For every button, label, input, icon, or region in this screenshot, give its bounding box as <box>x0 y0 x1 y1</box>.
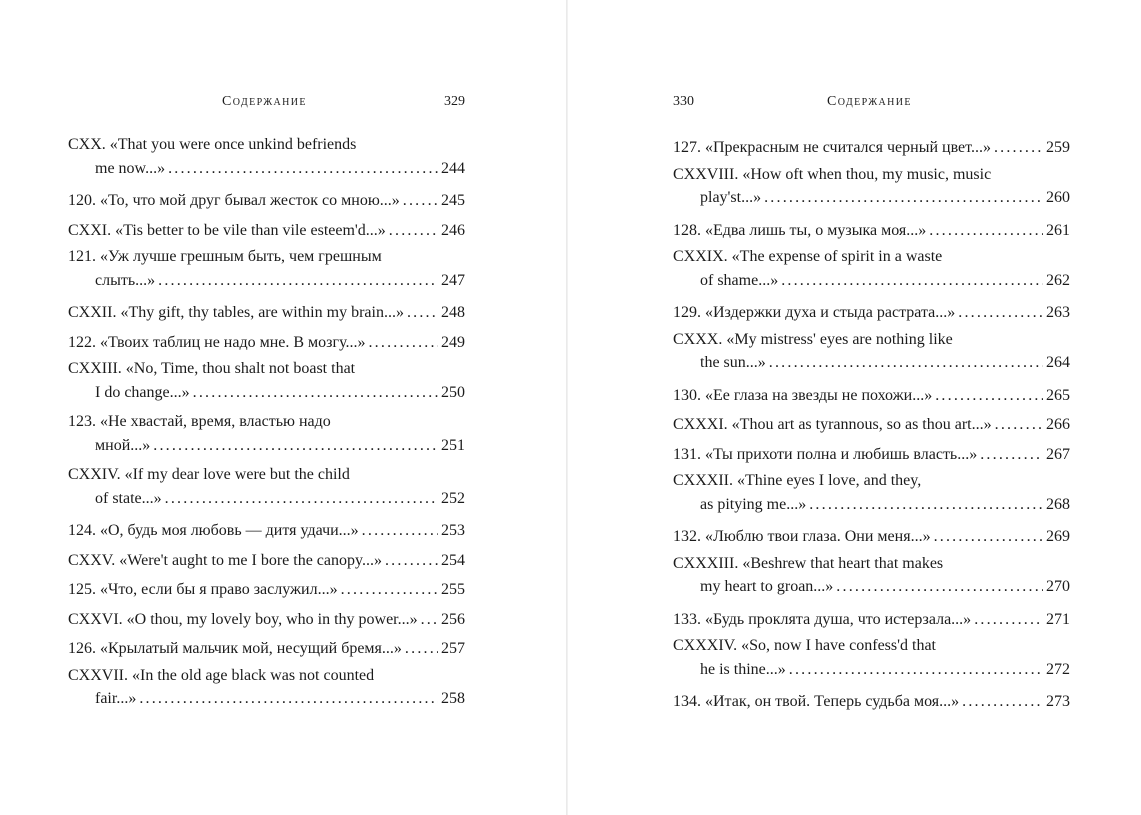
toc-entry <box>68 216 465 246</box>
toc-entry-title: CXXXIII. «Beshrew that heart that makes <box>673 554 944 572</box>
toc-entry-page: 253 <box>441 522 465 540</box>
table-of-contents <box>673 133 1070 717</box>
dot-leader <box>934 522 1043 552</box>
toc-entry <box>673 133 1070 163</box>
left-page <box>0 0 566 815</box>
toc-entry-line <box>673 133 1070 163</box>
dot-leader <box>995 410 1043 440</box>
toc-entry-page: 273 <box>1046 693 1070 711</box>
toc-entry-line <box>673 381 1070 411</box>
toc-entry-title: 122. «Твоих таблиц не надо мне. В мозгу...» <box>68 333 366 351</box>
toc-entry-title: my heart to groan...» <box>700 578 834 596</box>
toc-entry <box>68 245 465 292</box>
toc-entry-page: 259 <box>1046 139 1070 156</box>
toc-entry <box>68 463 465 510</box>
toc-entry-title: as pitying me...» <box>700 495 807 513</box>
toc-entry-line <box>68 357 465 381</box>
toc-entry-line <box>673 552 1070 576</box>
toc-entry-page: 244 <box>441 159 465 177</box>
toc-entry <box>673 634 1070 681</box>
toc-entry-page: 245 <box>441 192 465 210</box>
toc-entry <box>68 357 465 404</box>
toc-entry-title: fair...» <box>95 690 137 708</box>
toc-entry-line <box>68 245 465 269</box>
toc-entry <box>68 328 465 358</box>
toc-entry-line <box>68 269 465 293</box>
toc-entry-title: CXXIV. «If my dear love were but the child <box>68 466 350 484</box>
dot-leader <box>341 575 438 605</box>
dot-leader <box>139 687 438 711</box>
toc-entry-title: CXXV. «Were't aught to me I bore the canopy...» <box>68 551 382 569</box>
running-head <box>673 92 1070 112</box>
toc-entry-title: 123. «Не хвастай, время, властью надо <box>68 413 331 431</box>
toc-entry-page: 269 <box>1046 528 1070 546</box>
toc-entry-title: CXXII. «Thy gift, thy tables, are within my brain...» <box>68 304 404 322</box>
toc-entry <box>673 410 1070 440</box>
toc-entry-line <box>673 298 1070 328</box>
toc-entry <box>673 328 1070 375</box>
dot-leader <box>421 605 438 635</box>
dot-leader <box>385 546 438 576</box>
toc-entry <box>68 516 465 546</box>
toc-entry-line <box>68 434 465 458</box>
toc-entry <box>68 605 465 635</box>
toc-entry <box>68 298 465 328</box>
toc-entry-page: 268 <box>1046 495 1070 513</box>
toc-entry-page: 263 <box>1046 304 1070 322</box>
toc-entry-page: 246 <box>441 221 465 239</box>
toc-entry <box>68 634 465 664</box>
dot-leader <box>368 328 438 358</box>
toc-entry-page: 255 <box>441 581 465 599</box>
dot-leader <box>974 605 1043 635</box>
toc-entry-line <box>68 328 465 358</box>
toc-entry-page: 254 <box>441 551 465 569</box>
toc-entry-line <box>673 522 1070 552</box>
toc-entry-line <box>68 463 465 487</box>
toc-entry-page: 250 <box>441 383 465 401</box>
toc-entry-title: 120. «То, что мой друг бывал жесток со мною...» <box>68 192 400 210</box>
toc-entry-page: 266 <box>1046 416 1070 434</box>
toc-entry <box>673 163 1070 210</box>
toc-entry <box>673 216 1070 246</box>
toc-entry-title: 130. «Ее глаза на звезды не похожи...» <box>673 386 933 404</box>
toc-entry-title: I do change...» <box>95 383 190 401</box>
toc-entry-line <box>673 410 1070 440</box>
toc-entry-line <box>673 687 1070 717</box>
toc-entry-page: 256 <box>441 610 465 628</box>
toc-entry-title: CXXX. «My mistress' eyes are nothing like <box>673 330 953 348</box>
toc-entry-title: 132. «Люблю твои глаза. Они меня...» <box>673 528 931 546</box>
toc-entry-page: 272 <box>1046 660 1070 678</box>
dot-leader <box>994 133 1043 163</box>
toc-entry-page: 249 <box>441 333 465 351</box>
toc-entry-line <box>68 634 465 664</box>
toc-entry-line <box>673 634 1070 658</box>
toc-entry-line <box>68 546 465 576</box>
dot-leader <box>935 381 1043 411</box>
toc-entry <box>673 552 1070 599</box>
toc-entry-title: the sun...» <box>700 354 766 372</box>
page-number: 329 <box>444 94 465 109</box>
toc-entry-line <box>673 163 1070 187</box>
toc-entry-title: слыть...» <box>95 271 156 289</box>
toc-entry-page: 267 <box>1046 445 1070 463</box>
toc-entry-page: 260 <box>1046 189 1070 207</box>
toc-entry-page: 270 <box>1046 578 1070 596</box>
dot-leader <box>405 634 438 664</box>
dot-leader <box>789 658 1043 682</box>
table-of-contents <box>68 133 465 717</box>
toc-entry <box>673 605 1070 635</box>
toc-entry-title: 131. «Ты прихоти полна и любишь власть...» <box>673 445 978 463</box>
toc-entry-page: 262 <box>1046 271 1070 289</box>
dot-leader <box>168 157 438 181</box>
toc-entry <box>68 186 465 216</box>
toc-entry-line <box>68 157 465 181</box>
dot-leader <box>809 493 1043 517</box>
toc-entry-line <box>68 575 465 605</box>
toc-entry <box>673 245 1070 292</box>
toc-entry-title: CXXXIV. «So, now I have confess'd that <box>673 637 936 655</box>
dot-leader <box>407 298 438 328</box>
toc-entry-line <box>68 410 465 434</box>
toc-entry-title: of shame...» <box>700 271 779 289</box>
toc-entry-title: CXXIII. «No, Time, thou shalt not boast that <box>68 360 356 378</box>
toc-entry-line <box>68 216 465 246</box>
toc-entry <box>68 546 465 576</box>
toc-entry-title: CXXXI. «Thou art as tyrannous, so as thou art...» <box>673 416 992 434</box>
dot-leader <box>836 575 1043 599</box>
right-page <box>568 0 1141 815</box>
toc-entry <box>673 381 1070 411</box>
toc-entry-page: 271 <box>1046 610 1070 628</box>
toc-entry-title: he is thine...» <box>700 660 786 678</box>
toc-entry-page: 265 <box>1046 386 1070 404</box>
dot-leader <box>158 269 438 293</box>
toc-entry-page: 251 <box>441 436 465 454</box>
toc-entry-title: CXXVIII. «How oft when thou, my music, music <box>673 165 992 183</box>
page-number: 330 <box>673 94 694 109</box>
toc-entry-title: CXX. «That you were once unkind befriends <box>68 136 357 153</box>
toc-entry-line <box>68 605 465 635</box>
toc-entry-title: 121. «Уж лучше грешным быть, чем грешным <box>68 248 382 266</box>
toc-entry-line <box>673 269 1070 293</box>
dot-leader <box>403 186 438 216</box>
toc-entry-line <box>673 605 1070 635</box>
toc-entry-title: 133. «Будь проклята душа, что истерзала...» <box>673 610 972 628</box>
toc-entry-line <box>673 186 1070 210</box>
toc-entry-line <box>673 245 1070 269</box>
toc-entry-title: 126. «Крылатый мальчик мой, несущий бремя...» <box>68 640 402 658</box>
toc-entry-line <box>68 664 465 688</box>
toc-entry-line <box>673 493 1070 517</box>
toc-entry-line <box>673 328 1070 352</box>
toc-entry <box>673 687 1070 717</box>
dot-leader <box>929 216 1043 246</box>
dot-leader <box>781 269 1043 293</box>
toc-entry-title: 129. «Издержки духа и стыда растрата...» <box>673 304 956 322</box>
toc-entry-page: 261 <box>1046 221 1070 239</box>
toc-entry-line <box>68 381 465 405</box>
toc-entry-title: CXXVI. «O thou, my lovely boy, who in thy power...» <box>68 610 418 628</box>
dot-leader <box>153 434 438 458</box>
toc-entry-title: CXXVII. «In the old age black was not counted <box>68 666 375 684</box>
toc-entry-page: 264 <box>1046 354 1070 372</box>
toc-entry-line <box>68 687 465 711</box>
toc-entry-title: 127. «Прекрасным не считался черный цвет...» <box>673 139 991 156</box>
dot-leader <box>958 298 1043 328</box>
toc-entry-page: 252 <box>441 489 465 507</box>
toc-entry-title: play'st...» <box>700 189 762 207</box>
toc-entry <box>68 410 465 457</box>
toc-entry <box>673 522 1070 552</box>
toc-entry-line <box>68 133 465 157</box>
toc-entry-line <box>68 298 465 328</box>
toc-entry-title: of state...» <box>95 489 162 507</box>
toc-entry-line <box>673 440 1070 470</box>
dot-leader <box>389 216 438 246</box>
running-head-title: Содержание <box>222 94 307 109</box>
toc-entry-line <box>673 351 1070 375</box>
toc-entry-line <box>68 516 465 546</box>
toc-entry-title: 128. «Едва лишь ты, о музыка моя...» <box>673 221 927 239</box>
toc-entry <box>68 575 465 605</box>
toc-entry <box>68 133 465 180</box>
dot-leader <box>980 440 1043 470</box>
toc-entry-line <box>673 658 1070 682</box>
toc-entry-title: me now...» <box>95 159 166 177</box>
toc-entry-title: 124. «О, будь моя любовь — дитя удачи...» <box>68 522 359 540</box>
dot-leader <box>962 687 1043 717</box>
toc-entry-line <box>673 575 1070 599</box>
running-head-title: Содержание <box>827 94 912 109</box>
toc-entry-line <box>68 487 465 511</box>
toc-entry-line <box>673 469 1070 493</box>
toc-entry <box>68 664 465 711</box>
running-head <box>68 92 465 112</box>
dot-leader <box>769 351 1043 375</box>
toc-entry-page: 258 <box>441 690 465 708</box>
toc-entry-title: CXXXII. «Thine eyes I love, and they, <box>673 472 922 490</box>
dot-leader <box>165 487 438 511</box>
toc-entry <box>673 440 1070 470</box>
toc-entry-line <box>673 216 1070 246</box>
toc-entry-title: 125. «Что, если бы я право заслужил...» <box>68 581 338 599</box>
toc-entry <box>673 298 1070 328</box>
toc-entry-title: мной...» <box>95 436 151 454</box>
toc-entry <box>673 469 1070 516</box>
toc-entry-title: 134. «Итак, он твой. Теперь судьба моя...» <box>673 693 960 711</box>
toc-entry-page: 247 <box>441 271 465 289</box>
toc-entry-line <box>68 186 465 216</box>
toc-entry-title: CXXI. «Tis better to be vile than vile esteem'd...» <box>68 221 386 239</box>
dot-leader <box>193 381 438 405</box>
dot-leader <box>764 186 1043 210</box>
toc-entry-page: 257 <box>441 640 465 658</box>
toc-entry-title: CXXIX. «The expense of spirit in a waste <box>673 248 943 266</box>
toc-entry-page: 248 <box>441 304 465 322</box>
dot-leader <box>362 516 438 546</box>
